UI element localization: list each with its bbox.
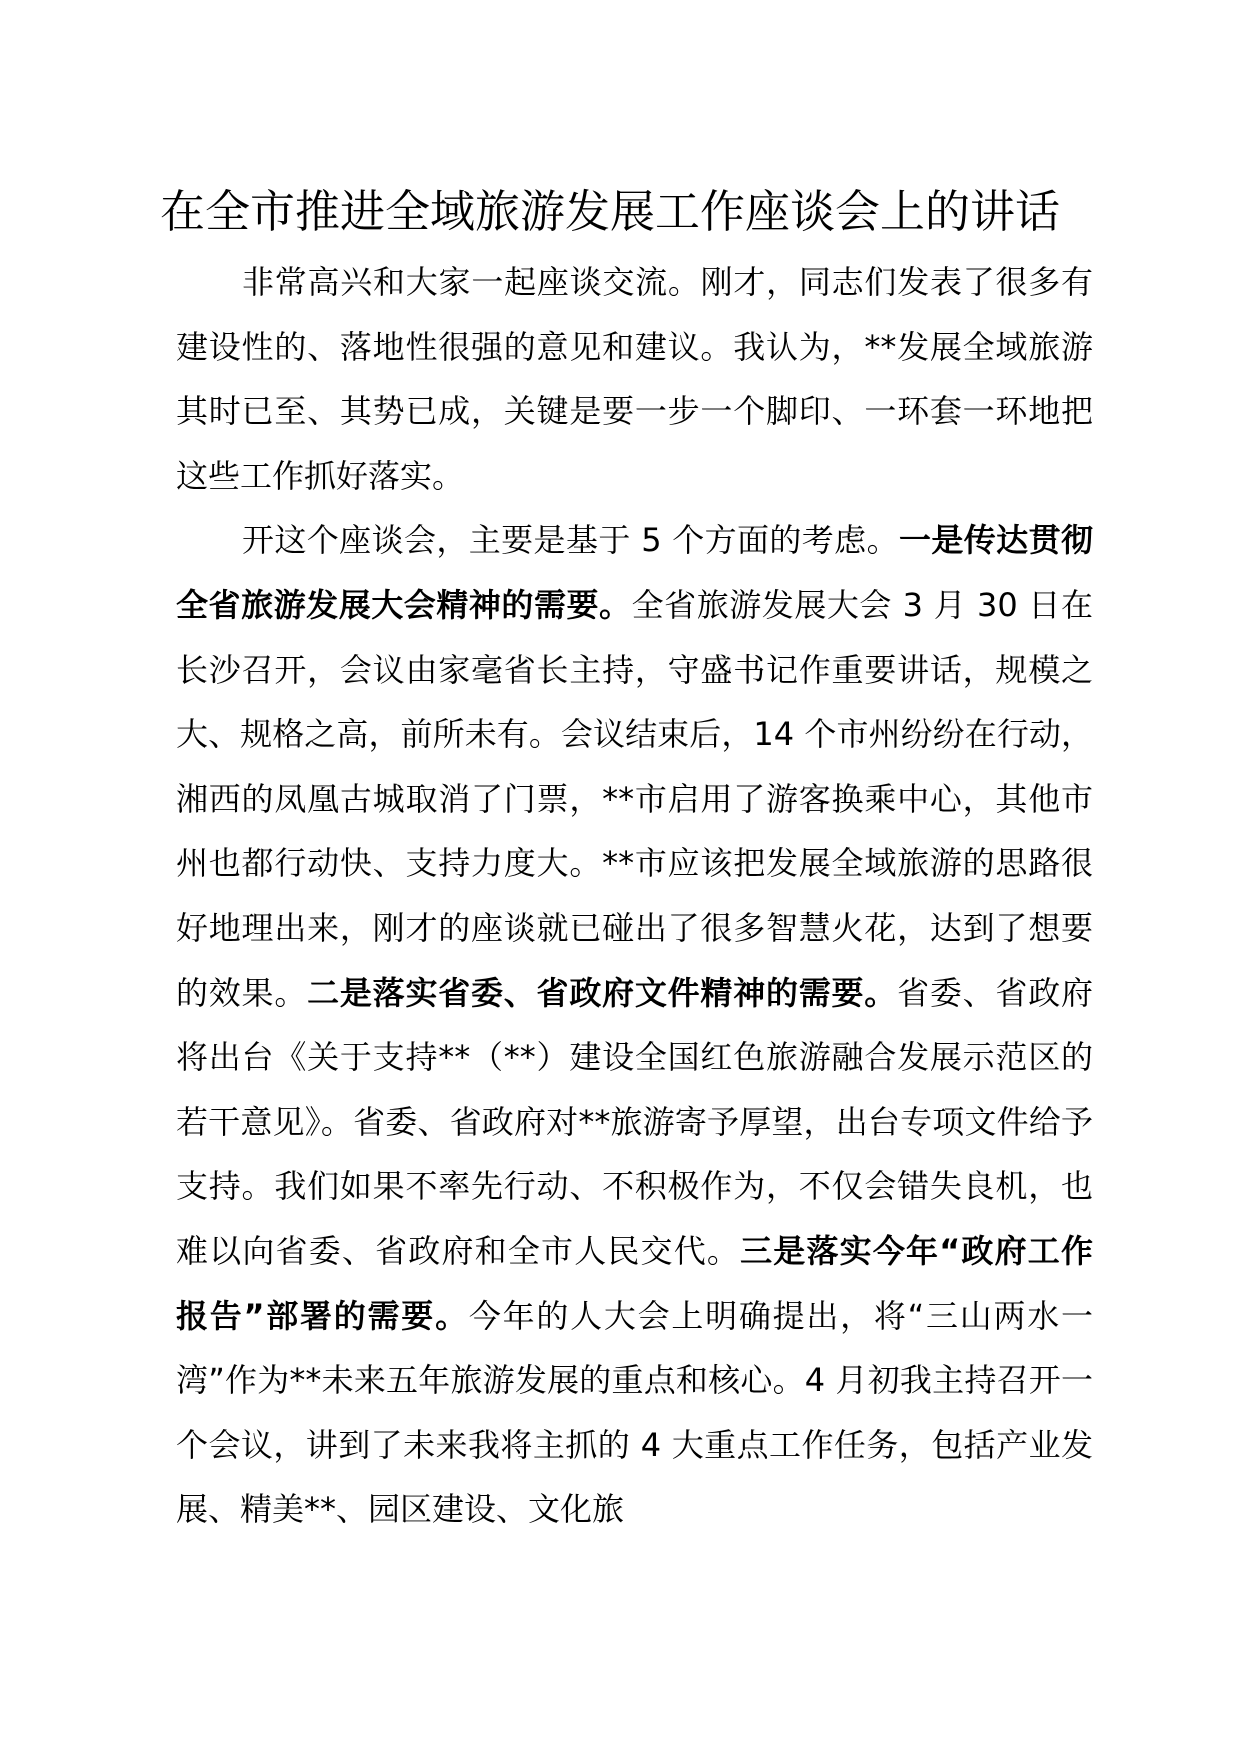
paragraph-text: 今年的人大会上明确提出，将“三山两水一湾”作为**未来五年旅游发展的重点和核心。4 月初我主持召开一个会议，讲到了未来我将主抓的 4 大重点工作任务，包括产业发展、精美**、园区建设、文化旅 bbox=[176, 1296, 1093, 1529]
point-heading-3: 三是落实今年“政府工作报告”部署的需要。 bbox=[176, 1231, 1093, 1335]
document-body bbox=[176, 250, 1093, 1542]
point-heading-1: 一是传达贯彻全省旅游发展大会精神的需要。 bbox=[176, 521, 1093, 624]
point-heading-2: 二是落实省委、省政府文件精神的需要。 bbox=[307, 973, 898, 1012]
paragraph-text: 省委、省政府将出台《关于支持**（**）建设全国红色旅游融合发展示范区的若干意见》。省委、省政府对**旅游寄予厚望，出台专项文件给予支持。我们如果不率先行动、不积极作为，不仅会错失良机，也难以向省委、省政府和全市人民交代。 bbox=[176, 973, 1093, 1270]
paragraph-text: 全省旅游发展大会 3 月 30 日在长沙召开，会议由家毫省长主持，守盛书记作重要讲话，规模之大、规格之高，前所未有。会议结束后，14 个市州纷纷在行动，湘西的凤凰古城取消了门票，**市启用了游客换乘中心，其他市州也都行动快、支持力度大。**市应该把发展全域旅游的思路很好地理出来，刚才的座谈就已碰出了很多智慧火花，达到了想要的效果。 bbox=[176, 585, 1093, 1012]
paragraph-text: 非常高兴和大家一起座谈交流。刚才，同志们发表了很多有建设性的、落地性很强的意见和建议。我认为，**发展全域旅游其时已至、其势已成，关键是要一步一个脚印、一环套一环地把这些工作抓好落实。 bbox=[176, 263, 1093, 495]
paragraph-reasons bbox=[176, 508, 1093, 1542]
paragraph-intro bbox=[176, 250, 1093, 508]
document-title: 在全市推进全域旅游发展工作座谈会上的讲话 bbox=[160, 185, 1061, 238]
paragraph-text: 开这个座谈会，主要是基于 5 个方面的考虑。 bbox=[242, 521, 899, 560]
